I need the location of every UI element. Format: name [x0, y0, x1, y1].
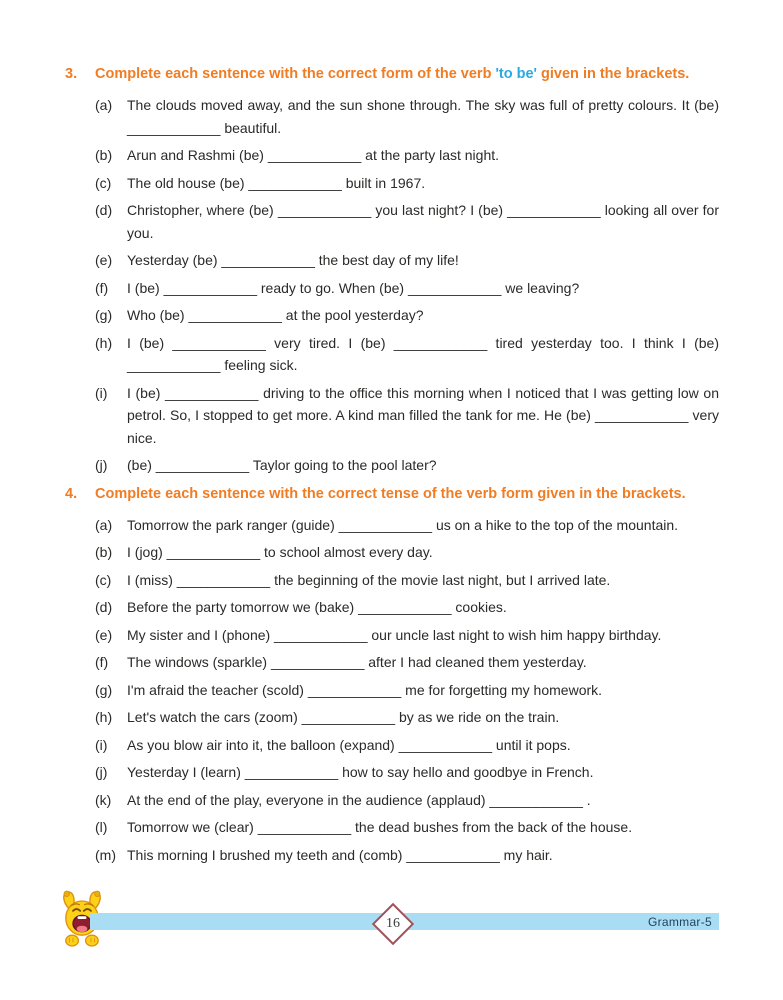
exercise-item [95, 706, 719, 729]
item-text: I (be) ____________ ready to go. When (be) ____________ we leaving? [127, 279, 580, 296]
prompt-text: Complete each sentence with the correct tense of the verb form given in the brackets. [95, 485, 686, 502]
item-text: Tomorrow the park ranger (guide) ____________ us on a hike to the top of the mountain. [127, 516, 679, 533]
exercise-item [95, 144, 719, 167]
book-title-label: Grammar-5 [647, 914, 712, 929]
exercise-item [95, 651, 719, 674]
item-text: This morning I brushed my teeth and (comb) ____________ my hair. [127, 846, 553, 863]
item-text: Who (be) ____________ at the pool yesterday? [127, 307, 424, 323]
item-label: (c) [95, 571, 112, 588]
question-number: 3. [65, 66, 78, 82]
item-text: Yesterday (be) ____________ the best day of my life! [127, 252, 459, 268]
exercise-item [95, 679, 719, 702]
item-text: I'm afraid the teacher (scold) ____________ me for forgetting my homework. [127, 681, 603, 698]
question-prompt [95, 64, 719, 85]
exercise-item-list [65, 514, 719, 867]
exercise-item [95, 734, 719, 757]
exercise-item [95, 332, 719, 377]
exercise-item [95, 844, 719, 867]
item-text: Christopher, where (be) ____________ you last night? I (be) ____________ looking all over for you. [127, 202, 719, 241]
item-label: (h) [95, 709, 113, 725]
item-label: (g) [95, 681, 113, 698]
item-label: (a) [95, 516, 113, 533]
item-label: (e) [95, 626, 113, 643]
item-label: (g) [95, 307, 113, 323]
exercise-item [95, 596, 719, 619]
item-text: I (be) ____________ driving to the office this morning when I noticed that I was getting low on petrol. So, I stopped to get more. A kind man filled the tank for me. He (be) ____________ very nice. [127, 384, 719, 446]
item-label: (d) [95, 599, 113, 615]
question-number: 4. [65, 485, 78, 502]
page-number-badge [372, 903, 414, 945]
exercise-item [95, 816, 719, 839]
exercise-item [95, 624, 719, 647]
item-label: (i) [95, 384, 108, 401]
exercise-item [95, 304, 719, 327]
item-label: (l) [95, 819, 108, 835]
exercise-item [95, 454, 719, 477]
exercise-item [95, 199, 719, 244]
prompt-text: Complete each sentence with the correct form of the verb [95, 66, 496, 82]
item-text: Tomorrow we (clear) ____________ the dead bushes from the back of the house. [127, 819, 633, 835]
page-number: 16 [386, 916, 400, 931]
question-section [65, 484, 719, 867]
item-label: (h) [95, 334, 113, 351]
exercise-item [95, 789, 719, 812]
question-heading [65, 484, 719, 505]
item-label: (b) [95, 544, 113, 560]
item-text: The windows (sparkle) ____________ after I had cleaned them yesterday. [127, 654, 587, 670]
item-text: As you blow air into it, the balloon (expand) ____________ until it pops. [127, 736, 571, 753]
item-label: (a) [95, 97, 113, 113]
item-label: (k) [95, 791, 112, 808]
question-section [65, 64, 719, 477]
item-label: (d) [95, 202, 113, 218]
exercise-item-list [65, 94, 719, 477]
item-label: (m) [95, 846, 116, 863]
exercise-item [95, 541, 719, 564]
item-label: (j) [95, 764, 108, 780]
exercise-content [65, 64, 719, 873]
item-text: The clouds moved away, and the sun shone through. The sky was full of pretty colours. It (be) ____________ beautiful. [127, 97, 719, 136]
exercise-item [95, 761, 719, 784]
item-label: (b) [95, 147, 113, 163]
item-label: (c) [95, 174, 112, 191]
item-text: Before the party tomorrow we (bake) ____________ cookies. [127, 599, 507, 615]
exercise-item [95, 94, 719, 139]
item-text: Let's watch the cars (zoom) ____________ by as we ride on the train. [127, 709, 560, 725]
item-text: The old house (be) ____________ built in 1967. [127, 174, 426, 191]
question-prompt [95, 484, 719, 505]
item-text: My sister and I (phone) ____________ our uncle last night to wish him happy birthday. [127, 626, 662, 643]
item-text: I (jog) ____________ to school almost every day. [127, 544, 433, 560]
item-text: Arun and Rashmi (be) ____________ at the party last night. [127, 147, 500, 163]
item-label: (f) [95, 654, 109, 670]
question-heading [65, 64, 719, 85]
item-label: (e) [95, 252, 113, 268]
item-label: (f) [95, 279, 109, 296]
item-label: (i) [95, 736, 108, 753]
exercise-item [95, 172, 719, 195]
item-text: Yesterday I (learn) ____________ how to say hello and goodbye in French. [127, 764, 594, 780]
prompt-text: given in the brackets. [537, 66, 690, 82]
item-text: I (be) ____________ very tired. I (be) ____________ tired yesterday too. I think I (be) ____________ feeling sick. [127, 334, 719, 373]
item-text: At the end of the play, everyone in the audience (applaud) ____________ . [127, 791, 591, 808]
exercise-item [95, 277, 719, 300]
exercise-item [95, 569, 719, 592]
item-text: (be) ____________ Taylor going to the pool later? [127, 457, 437, 473]
exercise-item [95, 514, 719, 537]
item-text: I (miss) ____________ the beginning of the movie last night, but I arrived late. [127, 571, 611, 588]
exercise-item [95, 249, 719, 272]
item-label: (j) [95, 457, 108, 473]
exercise-item [95, 382, 719, 450]
prompt-highlight: 'to be' [495, 66, 538, 82]
